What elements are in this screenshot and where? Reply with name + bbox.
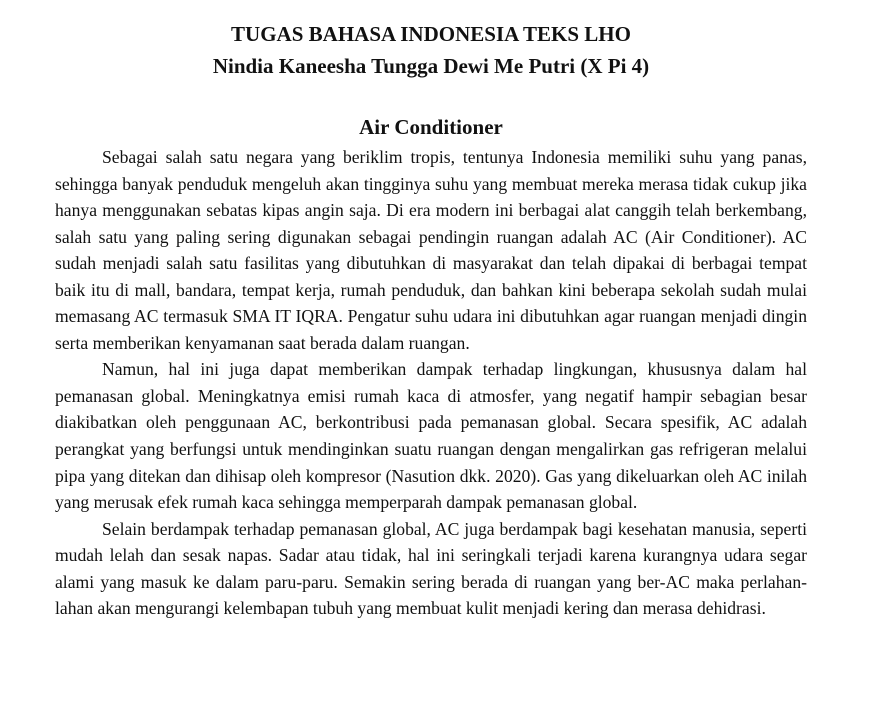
document-title: TUGAS BAHASA INDONESIA TEKS LHO [231,22,631,46]
author-line: Nindia Kaneesha Tungga Dewi Me Putri (X Pi 4) [212,54,650,78]
body-text [55,144,807,622]
paragraph-1: Sebagai salah satu negara yang beriklim tropis, tentunya Indonesia memiliki suhu yang panas, sehingga banyak penduduk mengeluh akan tingginya suhu yang membuat mereka merasa tidak cukup jika hanya menggunakan sebatas kipas angin saja. Di era modern ini berbagai alat canggih telah berkembang, salah satu yang paling sering digunakan sebagai pendingin ruangan adalah AC (Air Conditioner). AC sudah menjadi salah satu fasilitas yang dibutuhkan di masyarakat dan telah dipakai di berbagai tempat baik itu di mall, bandara, tempat kerja, rumah penduduk, dan bahkan kini beberapa sekolah sudah mulai memasang AC termasuk SMA IT IQRA. Pengatur suhu udara ini dibutuhkan agar ruangan menjadi dingin serta memberikan kenyamanan saat berada dalam ruangan. [55,147,807,353]
section-title: Air Conditioner [359,115,503,139]
paragraph-2: Namun, hal ini juga dapat memberikan dampak terhadap lingkungan, khususnya dalam hal pemanasan global. Meningkatnya emisi rumah kaca di atmosfer, yang negatif hampir sebagian besar diakibatkan oleh penggunaan AC, berkontribusi pada pemanasan global. Secara spesifik, AC adalah perangkat yang berfungsi untuk mendinginkan suatu ruangan dengan mengalirkan gas refrigeran melalui pipa yang ditekan dan dihisap oleh kompresor (Nasution dkk. 2020). Gas yang dikeluarkan oleh AC inilah yang merusak efek rumah kaca sehingga memperparah dampak pemanasan global. [55,359,807,513]
paragraph-3: Selain berdampak terhadap pemanasan global, AC juga berdampak bagi kesehatan manusia, seperti mudah lelah dan sesak napas. Sadar atau tidak, hal ini seringkali terjadi karena kurangnya udara segar alami yang masuk ke dalam paru-paru. Semakin sering berada di ruangan yang ber-AC maka perlahan-lahan akan mengurangi kelembapan tubuh yang membuat kulit menjadi kering dan merasa dehidrasi. [55,518,807,619]
